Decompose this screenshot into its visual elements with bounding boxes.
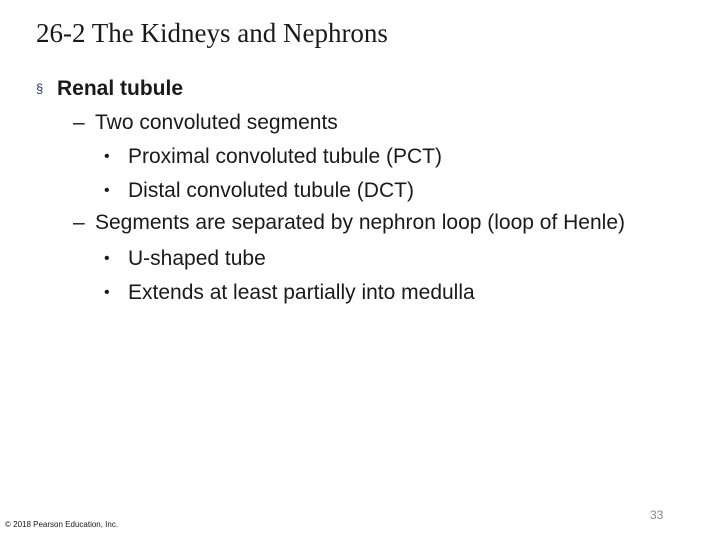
bullet-segments-separated <box>36 208 676 238</box>
dot-bullet-icon: • <box>104 284 110 301</box>
bullet-text: Renal tubule <box>57 77 184 100</box>
bullet-dct <box>36 174 676 208</box>
slide-body <box>36 72 676 310</box>
bullet-text: U-shaped tube <box>128 247 266 270</box>
dot-bullet-icon: • <box>104 250 110 267</box>
bullet-two-convoluted-segments <box>36 106 676 140</box>
page-number: 33 <box>650 508 664 522</box>
dash-bullet-icon: – <box>73 211 85 234</box>
bullet-u-shaped-tube <box>36 242 676 276</box>
bullet-text: Extends at least partially into medulla <box>128 281 475 304</box>
slide-title: 26-2 The Kidneys and Nephrons <box>36 18 388 48</box>
bullet-renal-tubule <box>36 72 676 106</box>
dash-bullet-icon: – <box>73 111 85 134</box>
dot-bullet-icon: • <box>104 182 110 199</box>
bullet-text: Distal convoluted tubule (DCT) <box>128 179 414 202</box>
section-bullet-icon: § <box>36 81 44 96</box>
bullet-text: Proximal convoluted tubule (PCT) <box>128 145 442 168</box>
bullet-text: Two convoluted segments <box>95 111 338 134</box>
bullet-text: Segments are separated by nephron loop (loop of Henle) <box>95 211 626 234</box>
copyright-notice: © 2018 Pearson Education, Inc. <box>5 520 119 529</box>
bullet-pct <box>36 140 676 174</box>
dot-bullet-icon: • <box>104 148 110 165</box>
bullet-extends-into-medulla <box>36 276 676 310</box>
